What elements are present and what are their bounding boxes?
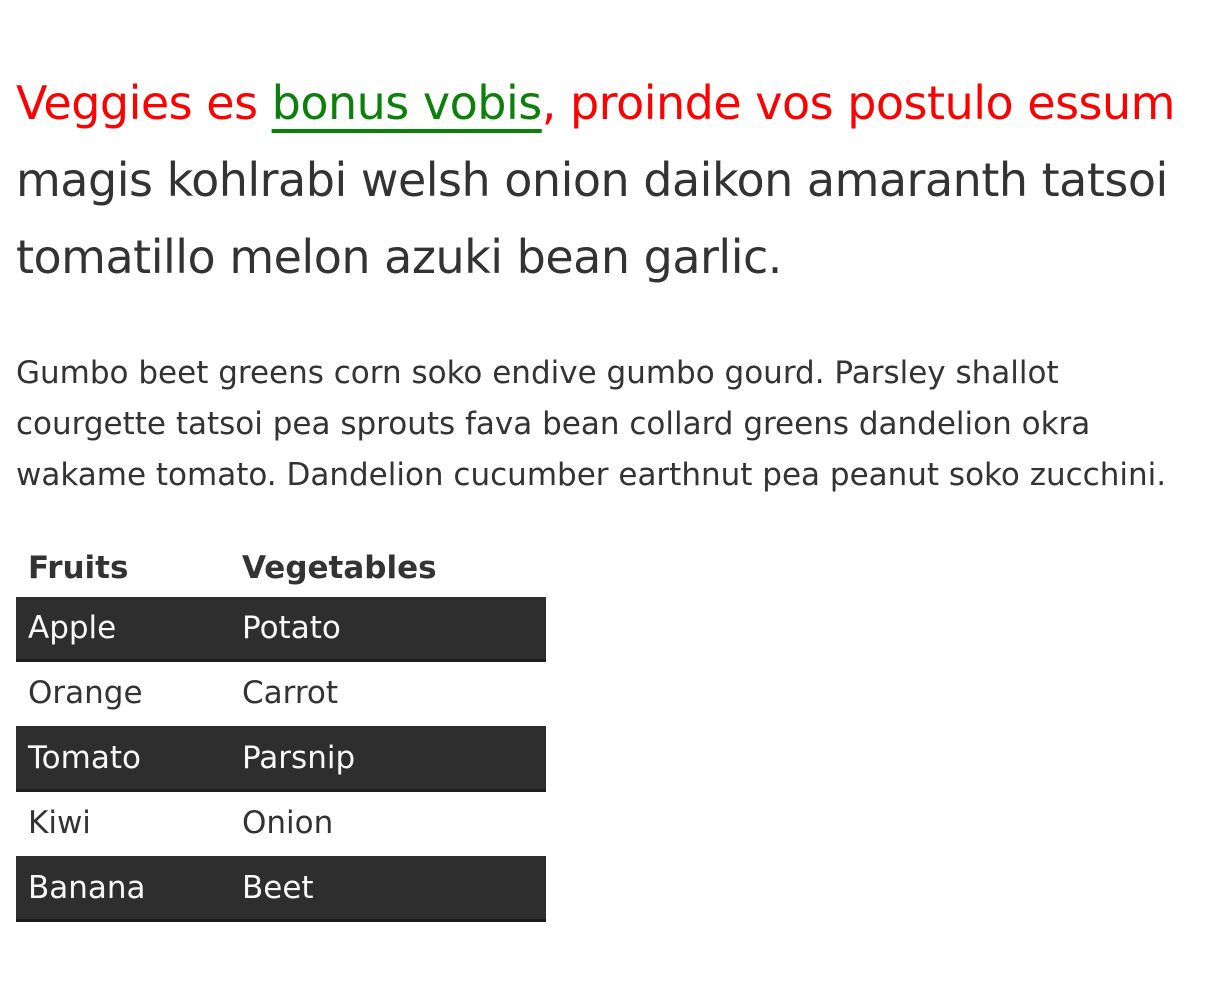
bonus-vobis-link[interactable]: bonus vobis <box>271 76 542 130</box>
table-cell-vegetable: Potato <box>230 597 546 661</box>
column-header-fruits: Fruits <box>28 550 129 586</box>
table-cell-fruit: Orange <box>28 675 143 711</box>
fruits-vegetables-table <box>16 540 546 922</box>
title-red-tail: , proinde vos postulo essum <box>541 76 1175 130</box>
table-cell-vegetable: Beet <box>230 856 546 921</box>
table-header-row <box>16 540 546 597</box>
table-row <box>16 726 546 791</box>
page-title <box>16 65 1211 296</box>
intro-paragraph: Gumbo beet greens corn soko endive gumbo gourd. Parsley shallot courgette tatsoi pea sprouts fava bean collard greens dandelion okra wakame tomato. Dandelion cucumber earthnut pea peanut soko zucchini. <box>16 355 1167 493</box>
table-row <box>16 856 546 921</box>
table-cell-fruit: Apple <box>16 597 230 661</box>
table-cell-vegetable: Onion <box>242 805 334 841</box>
table-row <box>16 597 546 661</box>
table-cell-vegetable: Carrot <box>242 675 339 711</box>
table-row <box>16 661 546 726</box>
table-cell-fruit: Kiwi <box>28 805 91 841</box>
title-remainder: magis kohlrabi welsh onion daikon amaranth tatsoi tomatillo melon azuki bean garlic. <box>16 153 1168 284</box>
column-header-vegetables: Vegetables <box>242 550 437 586</box>
table-row <box>16 791 546 856</box>
table-cell-vegetable: Parsnip <box>230 726 546 791</box>
table-cell-fruit: Banana <box>16 856 230 921</box>
title-red-lead: Veggies es <box>16 76 258 130</box>
table-cell-fruit: Tomato <box>16 726 230 791</box>
